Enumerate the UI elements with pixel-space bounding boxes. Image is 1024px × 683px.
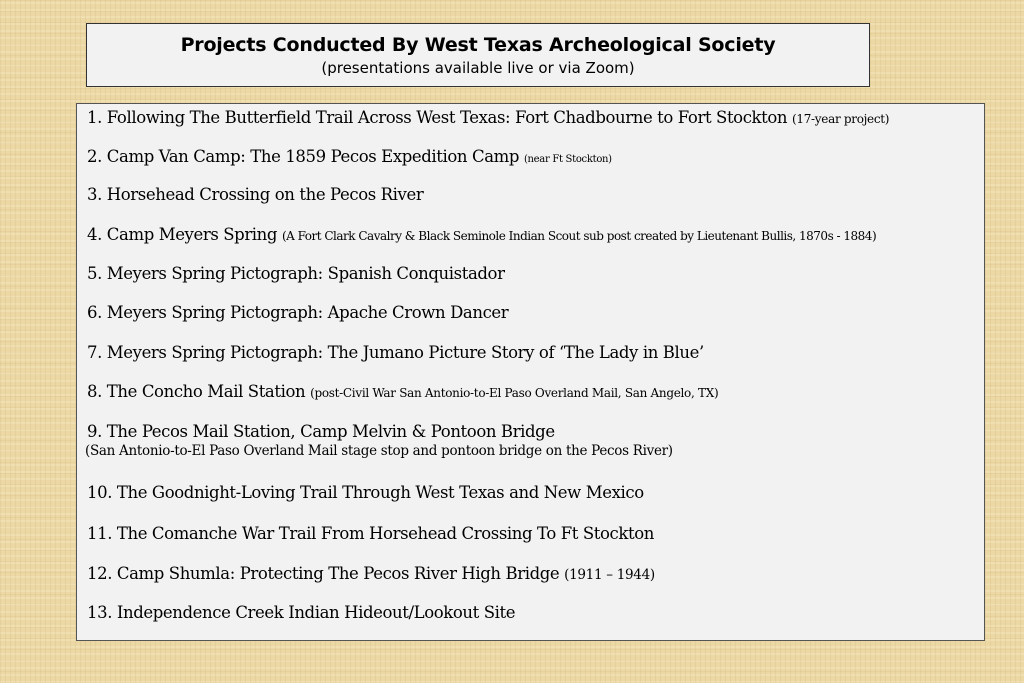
list-item bbox=[87, 603, 515, 622]
title-box bbox=[86, 23, 870, 87]
project-label: 1. Following The Butterfield Trail Across West Texas: Fort Chadbourne to Fort Stockton bbox=[87, 108, 788, 127]
project-label: 3. Horsehead Crossing on the Pecos River bbox=[87, 185, 424, 204]
project-label: 7. Meyers Spring Pictograph: The Jumano Picture Story of ‘The Lady in Blue’ bbox=[87, 343, 704, 362]
project-list bbox=[76, 103, 985, 641]
list-item bbox=[87, 483, 644, 502]
list-item bbox=[87, 264, 505, 283]
list-item bbox=[87, 382, 718, 401]
list-item bbox=[87, 422, 673, 459]
project-note: (near Ft Stockton) bbox=[523, 154, 612, 165]
project-label: 4. Camp Meyers Spring bbox=[87, 225, 278, 244]
project-note: (post-Civil War San Antonio-to-El Paso Overland Mail, San Angelo, TX) bbox=[310, 386, 719, 400]
list-item bbox=[87, 524, 654, 543]
list-item bbox=[87, 564, 655, 583]
project-note: (1911 – 1944) bbox=[564, 567, 655, 583]
project-label: 10. The Goodnight-Loving Trail Through West Texas and New Mexico bbox=[87, 483, 644, 502]
list-item bbox=[87, 147, 612, 166]
project-label: 5. Meyers Spring Pictograph: Spanish Conquistador bbox=[87, 264, 505, 283]
project-label: 9. The Pecos Mail Station, Camp Melvin & Pontoon Bridge bbox=[87, 422, 555, 441]
project-label: 13. Independence Creek Indian Hideout/Lookout Site bbox=[87, 603, 516, 622]
project-note: (17-year project) bbox=[792, 112, 890, 126]
project-label: 8. The Concho Mail Station bbox=[87, 382, 306, 401]
list-item bbox=[87, 225, 876, 244]
project-label: 2. Camp Van Camp: The 1859 Pecos Expedition Camp bbox=[87, 147, 520, 166]
project-note: (San Antonio-to-El Paso Overland Mail stage stop and pontoon bridge on the Pecos River) bbox=[85, 443, 673, 459]
project-label: 11. The Comanche War Trail From Horsehead Crossing To Ft Stockton bbox=[87, 524, 654, 543]
list-item bbox=[87, 343, 704, 362]
page-subtitle: (presentations available live or via Zoom) bbox=[321, 59, 635, 77]
list-item bbox=[87, 108, 889, 127]
list-item bbox=[87, 303, 508, 322]
project-label: 6. Meyers Spring Pictograph: Apache Crown Dancer bbox=[87, 303, 509, 322]
list-item bbox=[87, 185, 423, 204]
project-note: (A Fort Clark Cavalry & Black Seminole Indian Scout sub post created by Lieutenant Bullis, 1870s - 1884) bbox=[281, 229, 877, 243]
page-title: Projects Conducted By West Texas Archeological Society bbox=[180, 34, 776, 56]
project-label: 12. Camp Shumla: Protecting The Pecos River High Bridge bbox=[87, 564, 560, 583]
